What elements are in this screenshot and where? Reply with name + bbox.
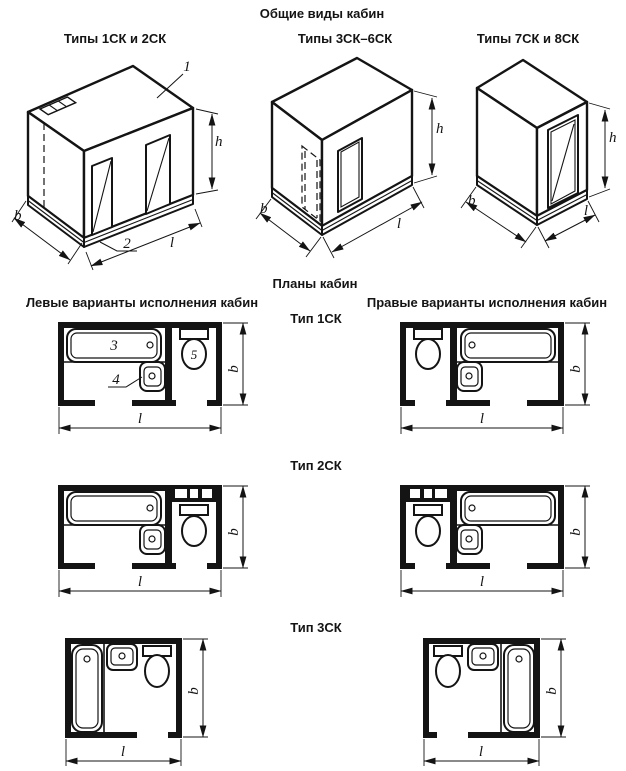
row-label-type-3sk: Тип 3СК	[290, 620, 342, 635]
callout-1-label: 1	[183, 59, 191, 75]
callout-3-label: 3	[110, 338, 118, 354]
plan-3sk-left	[65, 638, 208, 766]
dim-label-l: l	[396, 216, 402, 232]
toilet	[143, 646, 171, 687]
cistern	[180, 329, 208, 339]
dimension-l	[59, 407, 221, 434]
door-opening	[338, 138, 362, 212]
washbasin	[457, 362, 482, 391]
bowl	[416, 339, 440, 369]
vent-block	[406, 485, 450, 502]
partition-wall	[450, 328, 457, 400]
dim-label-h: h	[436, 121, 444, 137]
dimension-l	[66, 739, 181, 766]
iso-view-types-3-6	[256, 58, 444, 258]
right-variants-header: Правые варианты исполнения кабин	[366, 295, 608, 310]
dimension-h	[414, 91, 444, 183]
dim-label-l: l	[479, 574, 485, 590]
partition-wall	[450, 491, 457, 563]
dim-label-b: b	[544, 687, 560, 695]
dimension-l	[401, 407, 563, 434]
dim-label-b: b	[260, 201, 268, 217]
plan-3sk-right	[423, 638, 566, 766]
washbasin	[107, 644, 137, 670]
cistern	[414, 505, 442, 515]
dim-label-b: b	[568, 528, 584, 536]
plan-2sk-right	[400, 485, 590, 597]
dim-label-l: l	[137, 411, 143, 427]
dim-label-b: b	[186, 687, 202, 695]
plan-2sk-left	[58, 485, 248, 597]
washbasin	[140, 525, 165, 554]
dimension-l	[424, 739, 539, 766]
iso-view-types-7-8	[461, 60, 617, 248]
bowl	[416, 516, 440, 546]
dim-label-l: l	[583, 203, 589, 219]
dimension-b	[183, 639, 208, 737]
row-label-type-1sk: Тип 1СК	[290, 311, 342, 326]
toilet	[434, 646, 462, 687]
dim-label-l: l	[478, 744, 484, 760]
page-title: Общие виды кабин	[259, 6, 385, 21]
washbasin	[140, 362, 165, 391]
dimension-b	[223, 486, 248, 568]
column-header-types-3-6: Типы 3СК–6СК	[297, 31, 393, 46]
dim-label-b: b	[226, 365, 242, 373]
dimension-l	[59, 570, 221, 597]
cistern	[414, 329, 442, 339]
dimension-h	[196, 109, 223, 194]
toilet	[414, 329, 442, 369]
partition-wall	[165, 328, 172, 400]
dimension-b	[223, 323, 248, 405]
dim-label-b: b	[568, 365, 584, 373]
vent-block	[172, 485, 216, 502]
iso-view-types-1-2	[12, 59, 223, 270]
dim-label-b: b	[468, 193, 476, 209]
bathtub	[461, 492, 555, 525]
partition-wall	[165, 491, 172, 563]
dimension-b	[565, 323, 590, 405]
dim-label-l: l	[120, 744, 126, 760]
callout-2-label: 2	[123, 236, 131, 252]
plan-1sk-right	[400, 322, 590, 434]
bathtub	[67, 492, 161, 525]
column-header-types-1-2: Типы 1СК и 2СК	[63, 31, 167, 46]
dim-label-h: h	[609, 130, 617, 146]
bowl	[436, 655, 460, 687]
washbasin	[457, 525, 482, 554]
bathtub	[504, 645, 534, 732]
left-variants-header: Левые варианты исполнения кабин	[25, 295, 259, 310]
dim-label-b: b	[226, 528, 242, 536]
dim-label-l: l	[479, 411, 485, 427]
dim-label-l: l	[169, 235, 175, 251]
bowl	[145, 655, 169, 687]
dimension-h	[589, 103, 617, 197]
bowl	[182, 516, 206, 546]
dim-label-b: b	[14, 208, 22, 224]
washbasin	[468, 644, 498, 670]
plan-1sk-left	[58, 322, 248, 434]
plans-title: Планы кабин	[272, 276, 358, 291]
callout-4-label: 4	[112, 372, 120, 388]
bathtub	[72, 645, 102, 732]
dimension-b	[541, 639, 566, 737]
dimension-l	[401, 570, 563, 597]
cistern	[180, 505, 208, 515]
dim-label-h: h	[215, 134, 223, 150]
dimension-b	[565, 486, 590, 568]
bathtub	[461, 329, 555, 362]
callout-5-label: 5	[190, 347, 198, 362]
toilet	[414, 505, 442, 546]
toilet	[180, 505, 208, 546]
row-label-type-2sk: Тип 2СК	[290, 458, 342, 473]
dim-label-l: l	[137, 574, 143, 590]
column-header-types-7-8: Типы 7СК и 8СК	[476, 31, 580, 46]
